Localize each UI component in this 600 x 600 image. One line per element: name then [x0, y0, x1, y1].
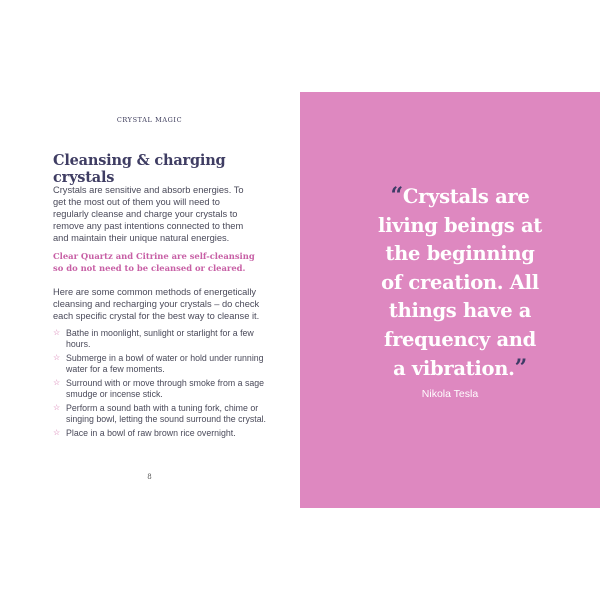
highlight-paragraph: Clear Quartz and Citrine are self-cleansing so do not need to be cleansed or cleared. [53, 251, 255, 273]
list-item-text: Surround with or move through smoke from a sage smudge or incense stick. [66, 378, 265, 399]
right-page [300, 92, 600, 508]
quote-line: of creation. All [381, 270, 539, 294]
list-item-text: Submerge in a bowl of water or hold under running water for a few moments. [66, 353, 264, 374]
star-bullet-icon: ☆ [53, 328, 61, 337]
quote-line: things have a [388, 299, 532, 322]
quote-line: Crystals are [402, 185, 530, 208]
quote-line: frequency and [383, 327, 536, 351]
running-head: CRYSTAL MAGIC [116, 116, 183, 124]
left-page [0, 92, 299, 508]
list-item [53, 328, 268, 349]
star-bullet-icon: ☆ [53, 428, 61, 437]
page-number: 8 [147, 473, 152, 481]
methods-intro-paragraph: Here are some common methods of energetically cleansing and recharging your crystals – do check each specific crystal for the best way to cleanse it. [53, 287, 260, 321]
list-item-text: Place in a bowl of raw brown rice overnight. [66, 428, 236, 438]
quote-author: Nikola Tesla [421, 388, 479, 400]
list-item [53, 403, 268, 424]
quote-line: the beginning [385, 242, 535, 265]
page-heading: Cleansing & charging crystals [53, 152, 226, 186]
open-quote-icon: “ [390, 183, 403, 209]
quote-line: living beings at [377, 213, 543, 237]
star-bullet-icon: ☆ [53, 403, 61, 412]
list-item-text: Perform a sound bath with a tuning fork, chime or singing bowl, letting the sound surround the crystal. [66, 403, 267, 424]
close-quote-icon: ” [514, 355, 527, 381]
list-item [53, 428, 268, 439]
star-bullet-icon: ☆ [53, 378, 61, 387]
intro-paragraph: Crystals are sensitive and absorb energies. To get the most out of them you will need to regularly cleanse and charge your crystals to remove any past intentions connected to them and maintain their unique natural energies. [53, 185, 244, 243]
list-item [53, 353, 268, 374]
methods-list [53, 328, 268, 443]
quote [340, 182, 580, 384]
list-item [53, 378, 268, 399]
star-bullet-icon: ☆ [53, 353, 61, 362]
quote-line: a vibration. [393, 357, 515, 380]
list-item-text: Bathe in moonlight, sunlight or starlight for a few hours. [66, 328, 254, 349]
